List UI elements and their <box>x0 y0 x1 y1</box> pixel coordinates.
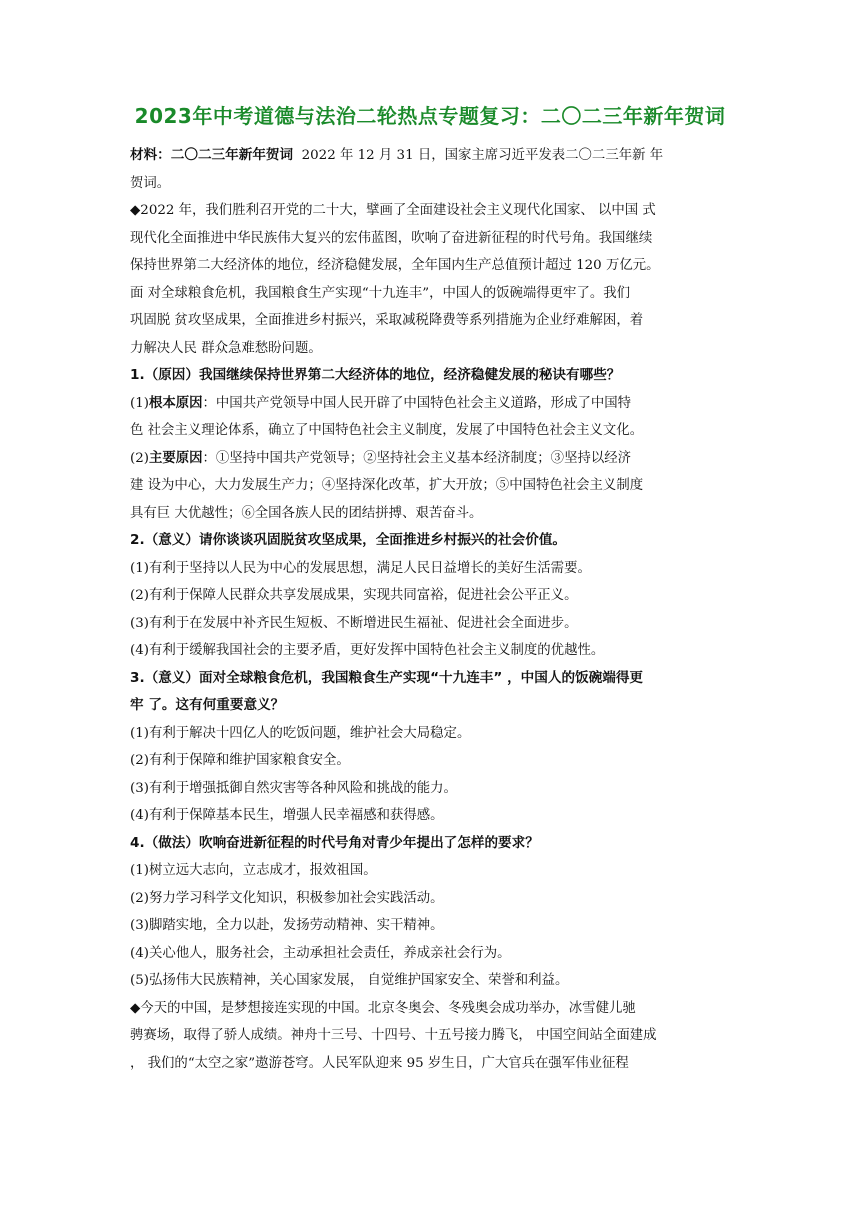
paragraph-line: 保持世界第二大经济体的地位，经济稳健发展，全年国内生产总值预计超过 120 万亿元。 <box>130 258 660 273</box>
question-heading: 4.（做法）吹响奋进新征程的时代号角对青少年提出了怎样的要求？ <box>130 834 539 851</box>
answer-line: (1)有利于解决十四亿人的吃饭问题，维护社会大局稳定。 <box>130 725 471 741</box>
paragraph-line: 骋赛场，取得了骄人成绩。神舟十三号、十四号、十五号接力腾飞， 中国空间站全面建成 <box>130 1028 657 1043</box>
answer-text: ：中国共产党领导中国人民开辟了中国特色社会主义道路，形成了中国特 <box>202 395 632 411</box>
answer-line: (4)关心他人，服务社会，主动承担社会责任，养成亲社会行为。 <box>130 945 511 961</box>
answer-line: (3)有利于在发展中补齐民生短板、不断增进民生福祉、促进社会全面进步。 <box>130 615 578 631</box>
answer-line: (3)脚踏实地，全力以赴，发扬劳动精神、实干精神。 <box>130 918 444 933</box>
material-line: 贺词。 <box>130 175 171 191</box>
document-title: 2023年中考道德与法治二轮热点专题复习：二〇二三年新年贺词 <box>134 104 726 128</box>
paragraph-line: 力解决人民 群众急难愁盼问题。 <box>130 340 322 356</box>
answer-line: (2)努力学习科学文化知识，积极参加社会实践活动。 <box>130 890 444 906</box>
answer-text: ：①坚持中国共产党领导；②坚持社会主义基本经济制度；③坚持以经济 <box>202 450 632 466</box>
material-label: 材料：二〇二三年新年贺词 <box>130 147 294 163</box>
answer-line: 建 设为中心，大力发展生产力；④坚持深化改革，扩大开放；⑤中国特色社会主义制度 <box>130 478 644 493</box>
paragraph-line: ◆2022 年，我们胜利召开党的二十大，擘画了全面建设社会主义现代化国家、 以中国 式 <box>130 203 656 218</box>
question-heading: 3.（意义）面对全球粮食危机，我国粮食生产实现“十九连丰” ，中国人的饭碗端得更 <box>130 669 644 686</box>
paragraph-line: ， 我们的“太空之家”遨游苍穹。人民军队迎来 95 岁生日，广大官兵在强军伟业征程 <box>130 1055 629 1071</box>
answer-number: (2) <box>130 450 149 466</box>
answer-line: (2)有利于保障和维护国家粮食安全。 <box>130 753 350 768</box>
answer-line: 具有巨 大优越性；⑥全国各族人民的团结拼搏、艰苦奋斗。 <box>130 505 483 521</box>
material-text: 2022 年 12 月 31 日，国家主席习近平发表二〇二三年新 年 <box>293 148 664 163</box>
answer-line <box>130 445 730 473</box>
answer-line: (2)有利于保障人民群众共享发展成果，实现共同富裕，促进社会公平正义。 <box>130 588 578 603</box>
question-heading: 2.（意义）请你谈谈巩固脱贫攻坚成果，全面推进乡村振兴的社会价值。 <box>130 532 567 548</box>
paragraph-line: 面 对全球粮食危机，我国粮食生产实现“十九连丰”，中国人的饭碗端得更牢了。我们 <box>130 285 631 301</box>
answer-line: (4)有利于保障基本民生，增强人民幸福感和获得感。 <box>130 808 444 823</box>
paragraph-line: 现代化全面推进中华民族伟大复兴的宏伟蓝图，吹响了奋进新征程的时代号角。我国继续 <box>130 230 653 246</box>
answer-line: (4)有利于缓解我国社会的主要矛盾，更好发挥中国特色社会主义制度的优越性。 <box>130 643 605 658</box>
answer-key-term: 根本原因 <box>148 395 203 411</box>
answer-line: (5)弘扬伟大民族精神，关心国家发展， 自觉维护国家安全、荣誉和利益。 <box>130 973 569 988</box>
answer-key-term: 主要原因 <box>148 450 203 466</box>
question-heading: 牢 了。这有何重要意义？ <box>130 697 285 713</box>
paragraph-line: ◆今天的中国，是梦想接连实现的中国。北京冬奥会、冬残奥会成功举办，冰雪健儿驰 <box>130 1000 636 1016</box>
answer-line: (1)树立远大志向，立志成才，报效祖国。 <box>130 863 377 878</box>
paragraph-line: 巩固脱 贫攻坚成果，全面推进乡村振兴，采取减税降费等系列措施为企业纾难解困，着 <box>130 313 644 328</box>
answer-line: (1)有利于坚持以人民为中心的发展思想，满足人民日益增长的美好生活需要。 <box>130 560 591 576</box>
answer-line: (3)有利于增强抵御自然灾害等各种风险和挑战的能力。 <box>130 780 457 796</box>
answer-line <box>130 390 730 418</box>
material-line <box>130 142 730 170</box>
question-heading: 1.（原因）我国继续保持世界第二大经济体的地位，经济稳健发展的秘诀有哪些？ <box>130 367 621 383</box>
document-body <box>130 142 730 1077</box>
answer-line: 色 社会主义理论体系，确立了中国特色社会主义制度，发展了中国特色社会主义文化。 <box>130 423 644 438</box>
answer-number: (1) <box>130 395 149 411</box>
